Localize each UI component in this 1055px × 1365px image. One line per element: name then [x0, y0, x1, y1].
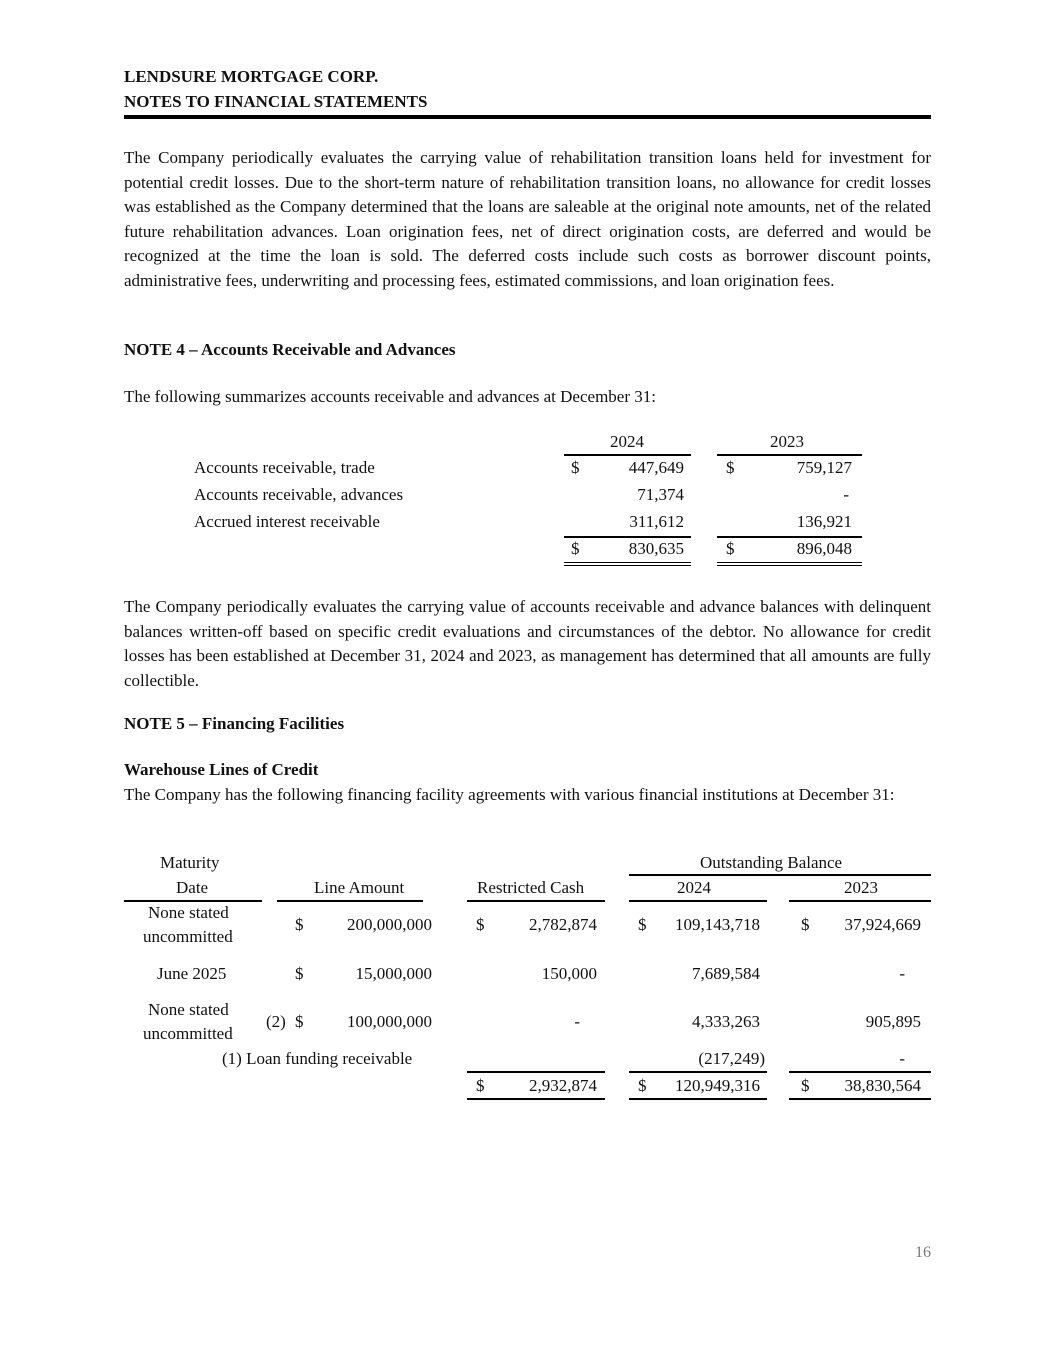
header-underline: [564, 454, 691, 456]
page-header: [124, 64, 427, 114]
note4-intro: The following summarizes accounts receivable and advances at December 31:: [124, 387, 656, 406]
double-underline: [717, 562, 862, 566]
header-underline: [789, 900, 931, 902]
col-header-2024: 2024: [610, 432, 644, 451]
table-row: Accrued interest receivable 311,612 136,921: [194, 512, 852, 531]
header-underline: [467, 900, 605, 902]
header-underline: [124, 900, 262, 902]
warehouse-subheading: Warehouse Lines of Credit: [124, 760, 319, 779]
note4-after: The Company periodically evaluates the carrying value of accounts receivable and advance balances with delinquent balances written-off based on specific credit evaluations and circumstances of the debtor. No allowance for credit losses has been established at December 31, 2024 and 2023, as management has determined that all amounts are fully collectible.: [124, 597, 931, 690]
subtotal-rule: [467, 1071, 605, 1073]
subtotal-rule: [789, 1071, 931, 1073]
document-subtitle: NOTES TO FINANCIAL STATEMENTS: [124, 92, 428, 111]
subtotal-rule: [717, 536, 862, 538]
note4-heading: NOTE 4 – Accounts Receivable and Advances: [124, 340, 456, 359]
paragraph-rehab-loans: The Company periodically evaluates the carrying value of rehabilitation transition loans held for investment for potential credit losses. Due to the short-term nature of rehabilitation transition loans, no allowance for credit losses was established as the Company determined that the loans are saleable at the original note amounts, net of the related future rehabilitation advances. Loan origination fees, net of direct origination costs, are deferred and would be recognized at the time the loan is sold. The deferred costs include such costs as borrower discount points, administrative fees, underwriting and processing fees, estimated commissions, and loan origination fees.: [124, 148, 931, 290]
header-underline: [277, 900, 423, 902]
total-underline: [629, 1098, 767, 1100]
note5-heading: NOTE 5 – Financing Facilities: [124, 714, 345, 733]
page-number: 16: [915, 1244, 931, 1261]
header-underline: [629, 900, 767, 902]
header-rule: [124, 115, 931, 119]
table-row: Accounts receivable, advances 71,374 -: [194, 485, 849, 504]
col-header-2023: 2023: [770, 432, 804, 451]
subtotal-rule: [629, 1071, 767, 1073]
double-underline: [564, 562, 691, 566]
header-underline: [717, 454, 862, 456]
table-row: Accounts receivable, trade $ 447,649 $ 759,127: [194, 458, 852, 477]
total-row: $ 830,635 $ 896,048: [571, 539, 852, 558]
outstanding-underline: [629, 874, 931, 876]
total-underline: [467, 1098, 605, 1100]
subtotal-rule: [564, 536, 691, 538]
total-underline: [789, 1098, 931, 1100]
note5-intro: The Company has the following financing facility agreements with various financial institutions at December 31:: [124, 785, 895, 804]
company-name: LENDSURE MORTGAGE CORP.: [124, 67, 379, 86]
